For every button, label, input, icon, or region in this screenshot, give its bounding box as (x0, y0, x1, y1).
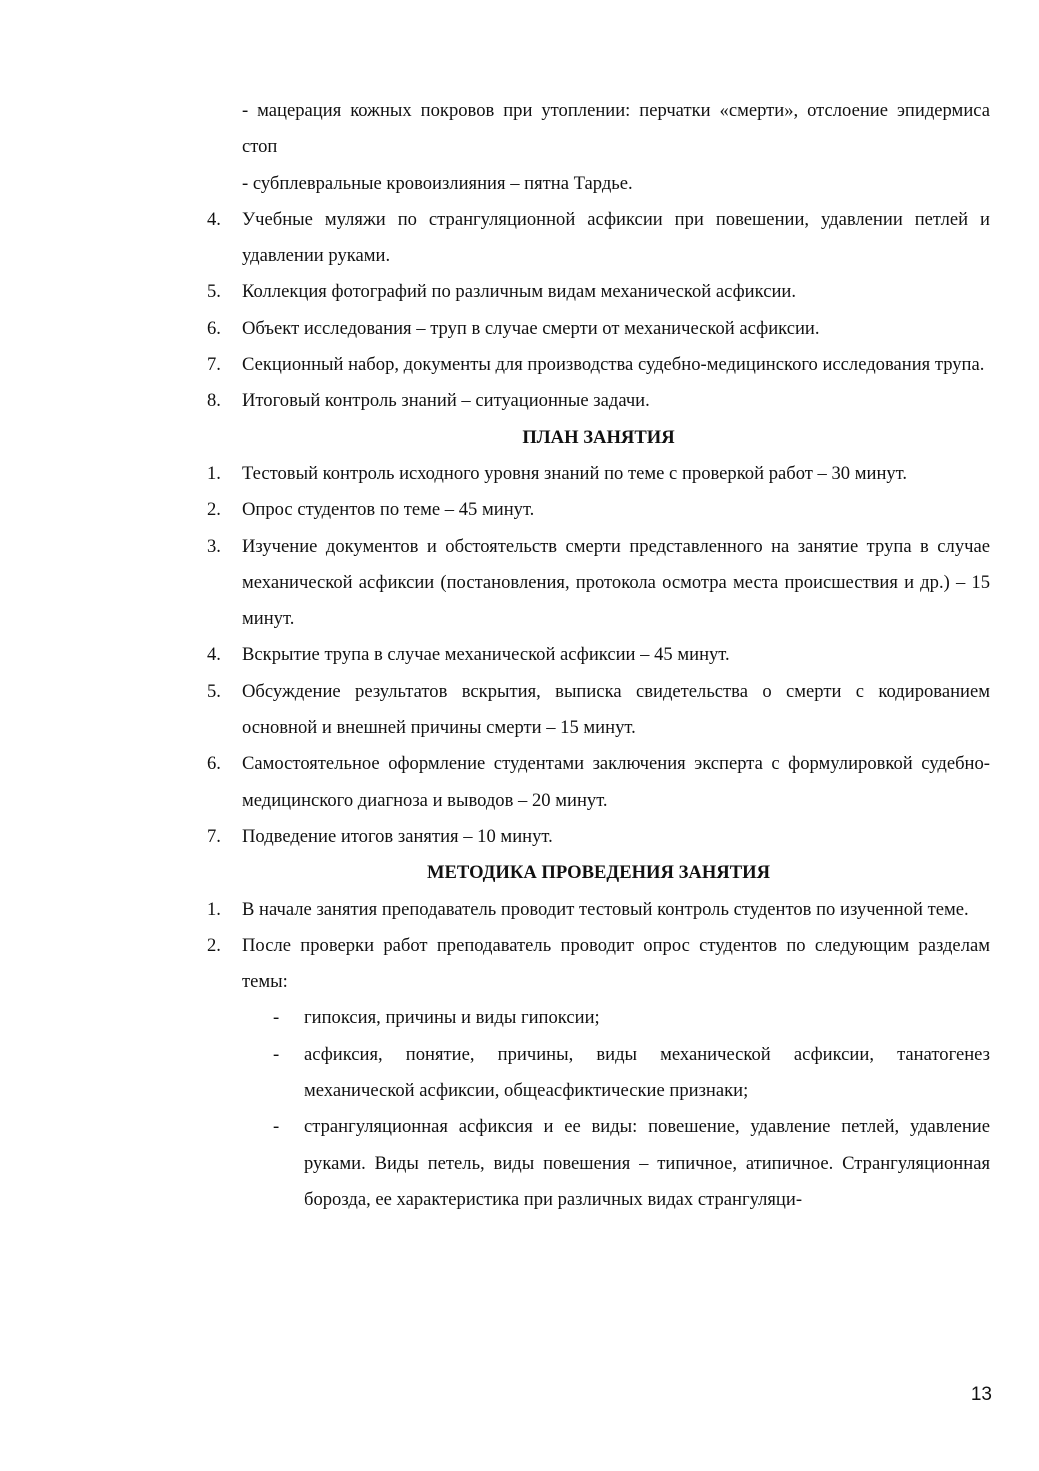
item-text: Изучение документов и обстоятельств смерти представленного на занятие трупа в случае механической асфиксии (постановления, протокола осмотра места происшествия и др.) – 15 минут. (242, 535, 990, 630)
topic-item (207, 1109, 990, 1218)
item-text: Секционный набор, документы для производства судебно-медицинского исследования трупа. (242, 354, 985, 376)
item-number: 7. (207, 354, 221, 376)
item-text: Учебные муляжи по странгуляционной асфиксии при повешении, удавлении петлей и удавлении руками. (242, 208, 990, 267)
topic-item (207, 1037, 990, 1110)
item-text: Подведение итогов занятия – 10 минут. (242, 825, 553, 847)
page-content (207, 93, 990, 1218)
list-item (207, 637, 990, 673)
dash-marker: - (273, 1043, 280, 1065)
item-number: 8. (207, 390, 221, 412)
item-number: 6. (207, 317, 221, 339)
item-number: 3. (207, 535, 221, 557)
list-item (207, 928, 990, 1001)
item-text: Итоговый контроль знаний – ситуационные задачи. (242, 390, 650, 412)
item-text: В начале занятия преподаватель проводит тестовый контроль студентов по изученной теме. (242, 898, 969, 920)
tardieu-spots-line: - субплевральные кровоизлияния – пятна Тардье. (242, 172, 633, 194)
topic-item (207, 1000, 990, 1036)
list-item (207, 274, 990, 310)
method-list (207, 892, 990, 1001)
item-text: Опрос студентов по теме – 45 минут. (242, 499, 535, 521)
topic-text: асфиксия, понятие, причины, виды механической асфиксии, танатогенез механической асфиксии, общеасфиктические признаки; (304, 1043, 990, 1102)
list-item (207, 383, 990, 419)
item-number: 7. (207, 825, 221, 847)
item-text: Тестовый контроль исходного уровня знаний по теме с проверкой работ – 30 минут. (242, 462, 908, 484)
topic-text: гипоксия, причины и виды гипоксии; (304, 1007, 600, 1029)
list-item (207, 674, 990, 747)
maceration-line: - мацерация кожных покровов при утоплении: перчатки «смерти», отслоение эпидермиса стоп (242, 100, 990, 158)
item-number: 6. (207, 753, 221, 775)
item-text: Вскрытие трупа в случае механической асфиксии – 45 минут. (242, 644, 730, 666)
dash-marker: - (273, 1116, 280, 1138)
page-number: 13 (970, 1384, 992, 1405)
list-item (207, 892, 990, 928)
item-number: 1. (207, 462, 221, 484)
item-text: Объект исследования – труп в случае смерти от механической асфиксии. (242, 317, 820, 339)
list-item (207, 347, 990, 383)
item-number: 2. (207, 499, 221, 521)
list-item (207, 819, 990, 855)
list-item (207, 311, 990, 347)
item-number: 2. (207, 934, 221, 956)
list-item (207, 529, 990, 638)
list-item (207, 746, 990, 819)
item-number: 4. (207, 208, 221, 230)
item-number: 1. (207, 898, 221, 920)
item-number: 5. (207, 680, 221, 702)
item-number: 4. (207, 644, 221, 666)
item-text: После проверки работ преподаватель проводит опрос студентов по следующим разделам темы: (242, 934, 990, 993)
item-text: Коллекция фотографий по различным видам механической асфиксии. (242, 281, 796, 303)
list-item (207, 202, 990, 275)
dash-marker: - (273, 1007, 280, 1029)
method-heading: МЕТОДИКА ПРОВЕДЕНИЯ ЗАНЯТИЯ (426, 862, 771, 884)
topic-text: странгуляционная асфиксия и ее виды: повешение, удавление петлей, удавление руками. Виды петель, виды повешения – типичное, атипичное. Странгуляционная борозда, ее характеристика при различных видах странгуляци- (304, 1116, 990, 1210)
list-item (207, 492, 990, 528)
list-item (207, 456, 990, 492)
equipment-list (207, 202, 990, 420)
plan-list (207, 456, 990, 855)
plan-heading: ПЛАН ЗАНЯТИЯ (522, 426, 675, 448)
item-number: 5. (207, 281, 221, 303)
item-text: Самостоятельное оформление студентами заключения эксперта с формулировкой судебно-медицинского диагноза и выводов – 20 минут. (242, 753, 990, 811)
topics-list (207, 1000, 990, 1218)
item-text: Обсуждение результатов вскрытия, выписка свидетельства о смерти с кодированием основной и внешней причины смерти – 15 минут. (242, 680, 990, 739)
